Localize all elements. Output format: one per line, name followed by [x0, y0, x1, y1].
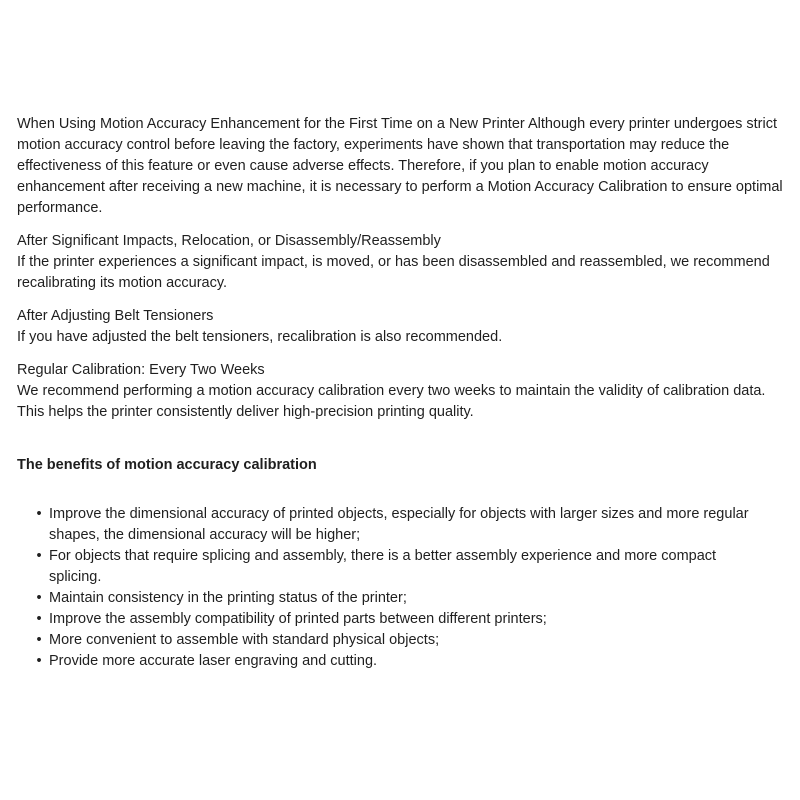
list-item-text: Improve the assembly compatibility of printed parts between different printers;: [49, 611, 547, 627]
bullet-icon: •: [36, 548, 42, 564]
list-item: [17, 504, 787, 546]
list-item-text: Provide more accurate laser engraving and cutting.: [49, 653, 378, 669]
list-item-text: More convenient to assemble with standard physical objects;: [49, 632, 440, 648]
list-item: [17, 630, 787, 651]
section-belt-tensioners: [17, 306, 787, 348]
section-body: If the printer experiences a significant impact, is moved, or has been disassembled and reassembled, we recommend recalibrating its motion accuracy.: [17, 254, 770, 291]
bullet-icon: •: [36, 632, 42, 648]
section-heading: Regular Calibration: Every Two Weeks: [17, 362, 265, 378]
list-item: [17, 609, 787, 630]
benefits-list: [17, 504, 787, 672]
list-item-text: Maintain consistency in the printing status of the printer;: [49, 590, 407, 606]
section-heading: After Adjusting Belt Tensioners: [17, 308, 214, 324]
list-item: [17, 651, 787, 672]
bullet-icon: •: [36, 506, 42, 522]
bullet-icon: •: [36, 590, 42, 606]
section-heading: After Significant Impacts, Relocation, or Disassembly/Reassembly: [17, 233, 441, 249]
bullet-icon: •: [36, 611, 42, 627]
bullet-icon: •: [36, 653, 42, 669]
list-item-text: Improve the dimensional accuracy of printed objects, especially for objects with larger sizes and more regular shapes, the dimensional accuracy will be higher;: [49, 506, 749, 543]
section-impacts: [17, 231, 787, 294]
section-regular-calibration: [17, 360, 787, 423]
list-item-text: For objects that require splicing and assembly, there is a better assembly experience and more compact splicing.: [49, 548, 717, 585]
section-body: If you have adjusted the belt tensioners, recalibration is also recommended.: [17, 329, 503, 345]
list-item: [17, 546, 787, 588]
document-page: [17, 114, 787, 672]
list-item: [17, 588, 787, 609]
benefits-heading: The benefits of motion accuracy calibration: [17, 457, 317, 473]
section-body: We recommend performing a motion accuracy calibration every two weeks to maintain the validity of calibration data. This helps the printer consistently deliver high-precision printing quality.: [17, 383, 766, 420]
intro-paragraph: When Using Motion Accuracy Enhancement for the First Time on a New Printer Although every printer undergoes strict motion accuracy control before leaving the factory, experiments have shown that transportation may reduce the effectiveness of this feature or even cause adverse effects. Therefore, if you plan to enable motion accuracy enhancement after receiving a new machine, it is necessary to perform a Motion Accuracy Calibration to ensure optimal performance.: [17, 116, 783, 216]
